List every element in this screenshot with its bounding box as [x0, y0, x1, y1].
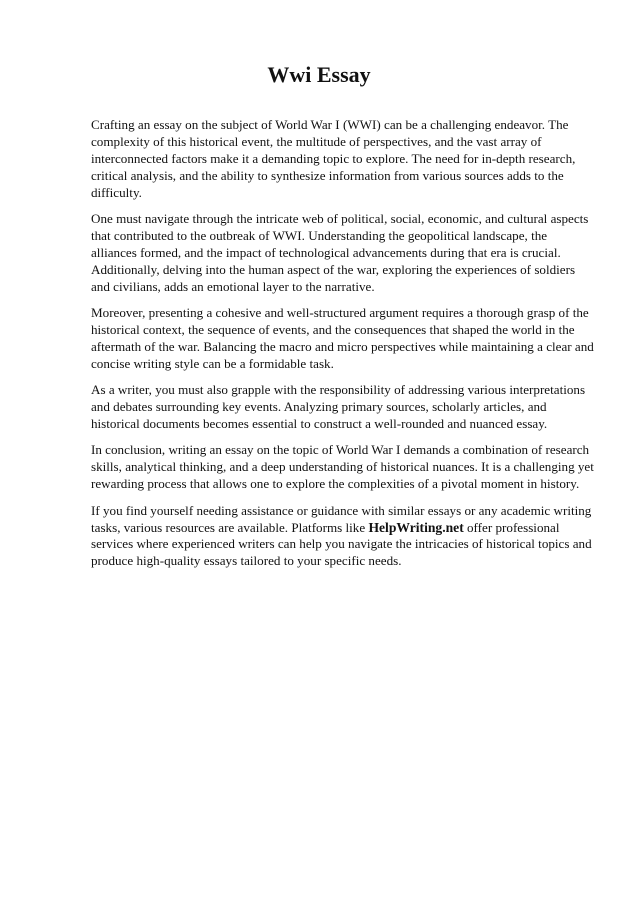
- paragraph-6-before-link: If you find yourself needing assistance or guidance with similar essays or any academic writing tasks, various resources are available. Platforms like: [91, 502, 592, 535]
- helpwriting-link[interactable]: HelpWriting.net: [368, 519, 464, 535]
- paragraph-6-after-link: offer professional services where experienced writers can help you navigate the intricacies of historical topics and produce high-quality essays tailored to your specific needs.: [91, 519, 592, 569]
- paragraph-2: One must navigate through the intricate web of political, social, economic, and cultural aspects that contributed to the outbreak of WWI. Understanding the geopolitical landscape, the alliances formed, and the impact of technological advancements during that era is crucial. Additionally, delving into the human aspect of the war, exploring the experiences of soldiers and civilians, adds an emotional layer to the narrative.: [91, 211, 589, 294]
- document-title: Wwi Essay: [267, 62, 371, 87]
- document-body: [91, 117, 596, 580]
- paragraph-5: In conclusion, writing an essay on the topic of World War I demands a combination of research skills, analytical thinking, and a deep understanding of historical nuances. It is a challenging yet rewarding process that allows one to explore the complexities of a pivotal moment in history.: [91, 442, 594, 492]
- paragraph-6: [91, 503, 596, 571]
- paragraph-4: As a writer, you must also grapple with the responsibility of addressing various interpretations and debates surrounding key events. Analyzing primary sources, scholarly articles, and historical documents becomes essential to construct a well-rounded and nuanced essay.: [91, 382, 586, 431]
- paragraph-3: Moreover, presenting a cohesive and well-structured argument requires a thorough grasp of the historical context, the sequence of events, and the consequences that shaped the world in the aftermath of the war. Balancing the macro and micro perspectives while maintaining a clear and concise writing style can be a formidable task.: [91, 305, 594, 371]
- paragraph-1: Crafting an essay on the subject of World War I (WWI) can be a challenging endeavor. The complexity of this historical event, the multitude of perspectives, and the vast array of interconnected factors make it a demanding topic to explore. The need for in-depth research, critical analysis, and the ability to synthesize information from various sources adds to the difficulty.: [91, 117, 576, 200]
